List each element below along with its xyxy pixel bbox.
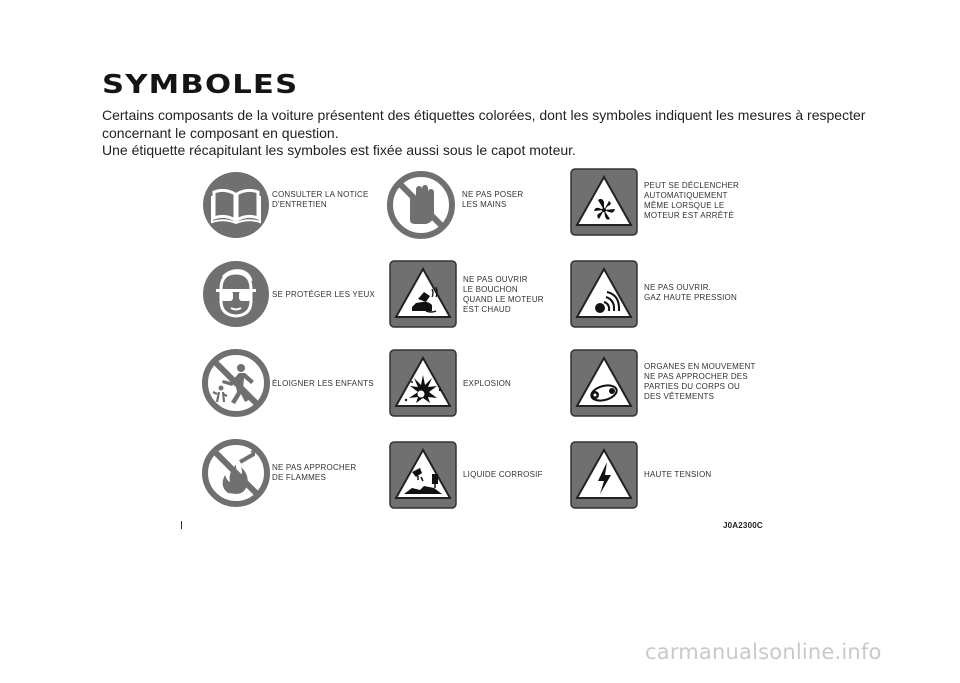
no-hands-icon [386,170,456,240]
no-flames-icon [201,438,271,508]
figure-reference: J0A2300C [723,521,763,530]
explosion-warning-icon [388,348,458,418]
symbol-label: NE PAS OUVRIR LE BOUCHON QUAND LE MOTEUR EST CHAUD [463,275,544,314]
fan-warning-icon [569,167,639,237]
watermark: carmanualsonline.info [645,640,882,664]
symbol-label: NE PAS APPROCHER DE FLAMMES [272,463,357,482]
symbol-label: LIQUIDE CORROSIF [463,470,543,479]
symbol-label: EXPLOSION [463,379,512,388]
intro-text-line-2: concernant le composant en question. [102,125,339,141]
symbol-label: PEUT SE DÉCLENCHER AUTOMATIQUEMENT MÊME LORSQUE LE MOTEUR EST ARRÊTÉ [644,181,740,220]
high-voltage-warning-icon [569,440,639,510]
symbol-label: NE PAS POSER LES MAINS [462,190,524,209]
symbol-label: ORGANES EN MOUVEMENT NE PAS APPROCHER DES PARTIES DU CORPS OU DES VÊTEMENTS [644,362,756,401]
symbol-label: ÉLOIGNER LES ENFANTS [272,379,374,388]
symbol-label: CONSULTER LA NOTICE D'ENTRETIEN [272,190,369,209]
eye-protection-icon [201,259,271,329]
moving-parts-warning-icon [569,348,639,418]
manual-book-icon [201,170,271,240]
corrosive-warning-icon [388,440,458,510]
pressure-warning-icon [569,259,639,329]
no-children-icon [201,348,271,418]
symbol-label: HAUTE TENSION [644,470,712,479]
hot-cap-warning-icon [388,259,458,329]
symbol-label: NE PAS OUVRIR. GAZ HAUTE PRESSION [644,283,737,302]
symbol-label: SE PROTÉGER LES YEUX [272,290,375,299]
intro-text-line-3: Une étiquette récapitulant les symboles est fixée aussi sous le capot moteur. [102,142,576,158]
intro-text-line-1: Certains composants de la voiture présentent des étiquettes colorées, dont les symboles indiquent les mesures à respecter [102,107,866,123]
page-title: SYMBOLES [102,70,299,100]
margin-mark [181,521,182,529]
